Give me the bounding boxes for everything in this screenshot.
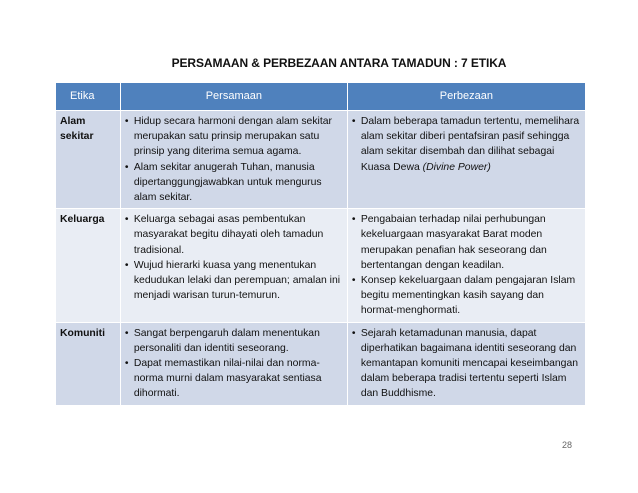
slide-title: PERSAMAAN & PERBEZAAN ANTARA TAMADUN : 7 ETIKA xyxy=(171,56,507,70)
table-row xyxy=(56,322,586,405)
list-item: • Wujud hierarki kuasa yang menentukan kedudukan lelaki dan perempuan; amalan ini menjadi warisan turun-temurun. xyxy=(124,259,341,302)
list-item: • Konsep kekeluargaan dalam pengajaran Islam begitu mementingkan kasih sayang dan hormat-menghormati. xyxy=(351,275,576,317)
perbezaan-cell xyxy=(347,209,585,322)
row-label: Alam sekitar xyxy=(56,111,121,209)
bullet-icon: • xyxy=(124,214,129,226)
header-persamaan: Persamaan xyxy=(120,83,347,111)
list-item: • Dapat memastikan nilai-nilai dan norma-norma murni dalam masyarakat sentiasa dihormati. xyxy=(124,358,322,400)
list-item: • Keluarga sebagai asas pembentukan masyarakat begitu dihayati oleh tamadun tradisional. xyxy=(124,214,324,256)
bullet-icon: • xyxy=(351,327,356,339)
ethics-comparison-table xyxy=(55,82,586,406)
list-item: • Dalam beberapa tamadun tertentu, memelihara alam sekitar diberi pentafsiran pasif sehingga alam sekitar disembah dan dilihat sebagai Kuasa Dewa (Divine Power) xyxy=(351,116,580,173)
header-etika: Etika xyxy=(56,83,121,111)
perbezaan-cell xyxy=(347,322,585,405)
list-item: • Sangat berpengaruh dalam menentukan personaliti dan identiti seseorang. xyxy=(124,327,320,354)
italic-term: (Divine Power) xyxy=(422,161,491,173)
bullet-icon: • xyxy=(351,275,356,287)
bullet-icon: • xyxy=(351,116,356,127)
table-header-row xyxy=(56,83,586,111)
table-row xyxy=(56,111,586,209)
persamaan-cell xyxy=(120,111,347,209)
perbezaan-cell xyxy=(347,111,585,209)
bullet-icon: • xyxy=(124,259,129,271)
list-item: • Pengabaian terhadap nilai perhubungan kekeluargaan masyarakat Barat moden merupakan penafian hak seseorang dan bertentangan dengan keadilan. xyxy=(351,214,547,271)
page-number: 28 xyxy=(562,440,573,450)
row-label: Keluarga xyxy=(56,209,121,322)
persamaan-cell xyxy=(120,322,347,405)
header-perbezaan: Perbezaan xyxy=(347,83,585,111)
list-item: • Hidup secara harmoni dengan alam sekitar merupakan satu prinsip merupakan satu prinsip yang diterima semua agama. xyxy=(124,116,332,158)
bullet-icon: • xyxy=(124,358,129,370)
list-item: • Alam sekitar anugerah Tuhan, manusia dipertanggungjawabkan untuk mengurus alam sekitar. xyxy=(124,161,322,204)
persamaan-cell xyxy=(120,209,347,322)
list-item: • Sejarah ketamadunan manusia, dapat diperhatikan bagaimana identiti seseorang dan kemantapan komuniti mencapai keseimbangan dalam beberapa tradisi tertentu seperti Islam dan Buddhisme. xyxy=(351,327,579,400)
bullet-icon: • xyxy=(351,214,356,226)
bullet-icon: • xyxy=(124,116,129,127)
bullet-icon: • xyxy=(124,161,129,173)
table-row xyxy=(56,209,586,322)
row-label: Komuniti xyxy=(56,322,121,405)
bullet-icon: • xyxy=(124,327,129,339)
